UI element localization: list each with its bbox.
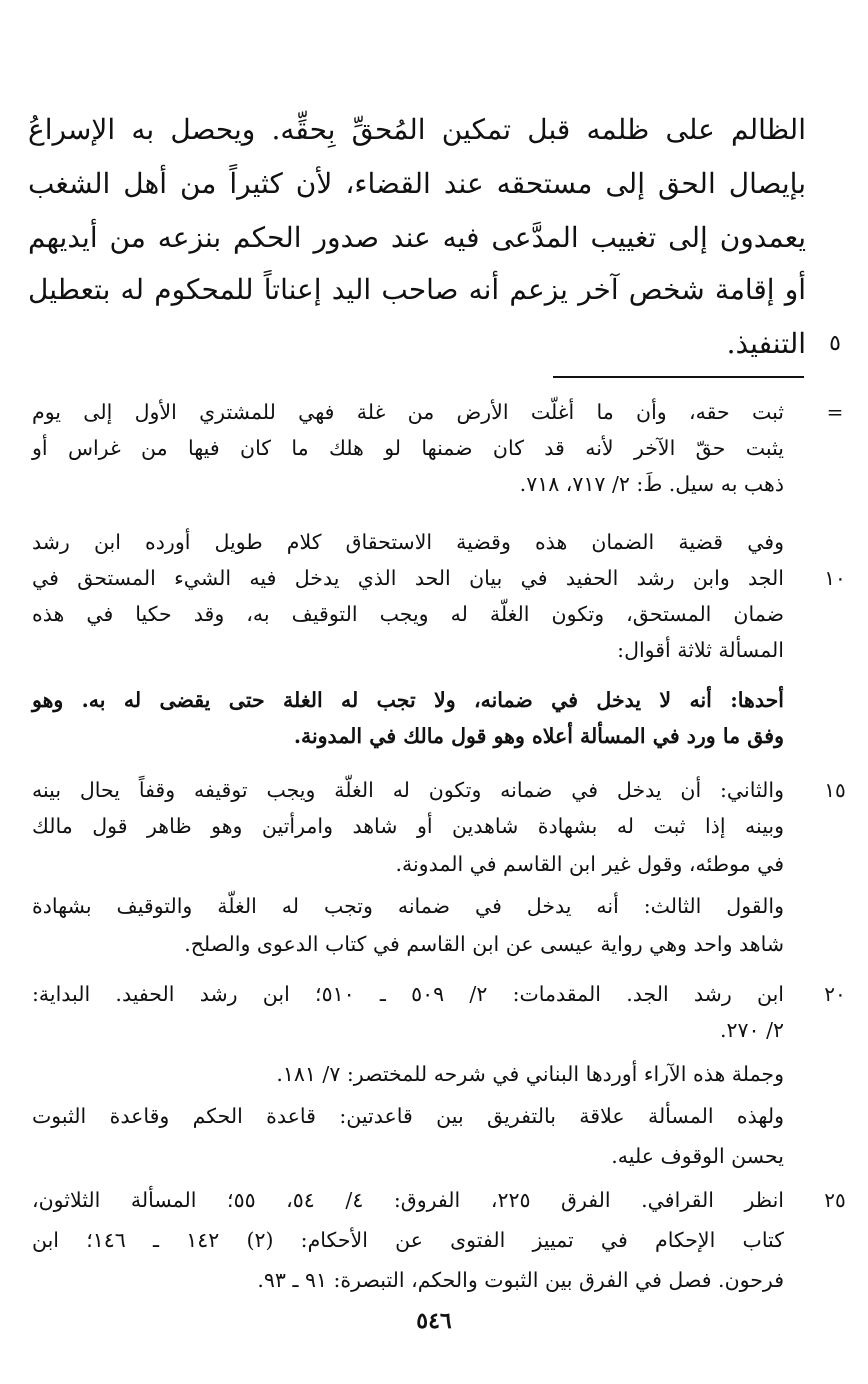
footnote-line: يثبت حقّ الآخر لأنه قد كان ضمنها لو هلك ما كان فيها من غراس أو (32, 436, 784, 460)
footnote-line: ذهب به سيل. طَ: ٢/ ٧١٧، ٧١٨. (519, 472, 784, 496)
footnote-line: ضمان المستحق، وتكون الغلّة له ويجب التوقيف به، وقد حكيا في هذه (32, 602, 784, 626)
main-text-line: بإيصال الحق إلى مستحقه عند القضاء، لأن كثيراً من أهل الشغب (28, 167, 806, 200)
footnote-line: وبينه إذا ثبت له بشهادة شاهدين أو شاهد وامرأتين وهو ظاهر قول مالك (32, 814, 784, 838)
footnote-line: كتاب الإحكام في تمييز الفتوى عن الأحكام: (٢) ١٤٢ ـ ١٤٦؛ ابن (32, 1228, 785, 1252)
continuation-marker: = (826, 400, 844, 424)
main-text-line: يعمدون إلى تغييب المدَّعى فيه عند صدور الحكم بنزعه من أيديهم (28, 221, 806, 254)
footnote-line: يحسن الوقوف عليه. (611, 1144, 784, 1168)
footnote-line: فرحون. فصل في الفرق بين الثبوت والحكم، التبصرة: ٩١ ـ ٩٣. (257, 1268, 784, 1292)
footnote-line: في موطئه، وقول غير ابن القاسم في المدونة. (395, 852, 784, 876)
footnote-line: انظر القرافي. الفرق ٢٢٥، الفروق: ٤/ ٥٤، ٥٥؛ المسألة الثلاثون، (32, 1188, 784, 1212)
footnote-divider (553, 376, 804, 378)
footnote-line: ثبت حقه، وأن ما أغلّت الأرض من غلة فهي للمشتري الأول إلى يوم (32, 400, 784, 424)
main-text-line: أو إقامة شخص آخر يزعم أنه صاحب اليد إعناتاً للمحكوم له بتعطيل (28, 273, 806, 306)
line-number: ١٥ (824, 778, 846, 802)
line-number: ١٠ (824, 566, 846, 590)
footnote-line: ٢/ ٢٧٠. (719, 1018, 784, 1042)
page-number: ٥٤٦ (416, 1308, 452, 1334)
footnote-line: وفي قضية الضمان هذه وقضية الاستحقاق كلام طويل أورده ابن رشد (32, 530, 784, 554)
footnote-line: والقول الثالث: أنه يدخل في ضمانه وتجب له الغلّة والتوقيف بشهادة (32, 894, 784, 918)
footnote-line: شاهد واحد وهي رواية عيسى عن ابن القاسم في كتاب الدعوى والصلح. (184, 932, 784, 956)
line-number: ٥ (829, 331, 841, 356)
footnote-line: المسألة ثلاثة أقوال: (617, 638, 784, 662)
footnote-line: وفق ما ورد في المسألة أعلاه وهو قول مالك في المدونة. (293, 724, 784, 748)
main-text-line: التنفيذ. (726, 327, 806, 360)
footnote-line: ولهذه المسألة علاقة بالتفريق بين قاعدتين: قاعدة الحكم وقاعدة الثبوت (32, 1104, 784, 1128)
footnote-line: والثاني: أن يدخل في ضمانه وتكون له الغلّة ويجب توقيفه وقفاً يحال بينه (32, 778, 784, 802)
footnote-line: ابن رشد الجد. المقدمات: ٢/ ٥٠٩ ـ ٥١٠؛ ابن رشد الحفيد. البداية: (32, 982, 784, 1006)
footnote-line: الجد وابن رشد الحفيد في بيان الحد الذي يدخل فيه الشيء المستحق في (32, 566, 784, 590)
footnote-line: أحدها: أنه لا يدخل في ضمانه، ولا تجب له الغلة حتى يقضى له به. وهو (32, 688, 784, 712)
footnote-line: وجملة هذه الآراء أوردها البناني في شرحه للمختصر: ٧/ ١٨١. (276, 1062, 784, 1086)
line-number: ٢٠ (824, 982, 846, 1006)
main-text-line: الظالم على ظلمه قبل تمكين المُحقِّ بِحقِّه. ويحصل به الإسراعُ (28, 113, 806, 146)
line-number: ٢٥ (824, 1188, 846, 1212)
